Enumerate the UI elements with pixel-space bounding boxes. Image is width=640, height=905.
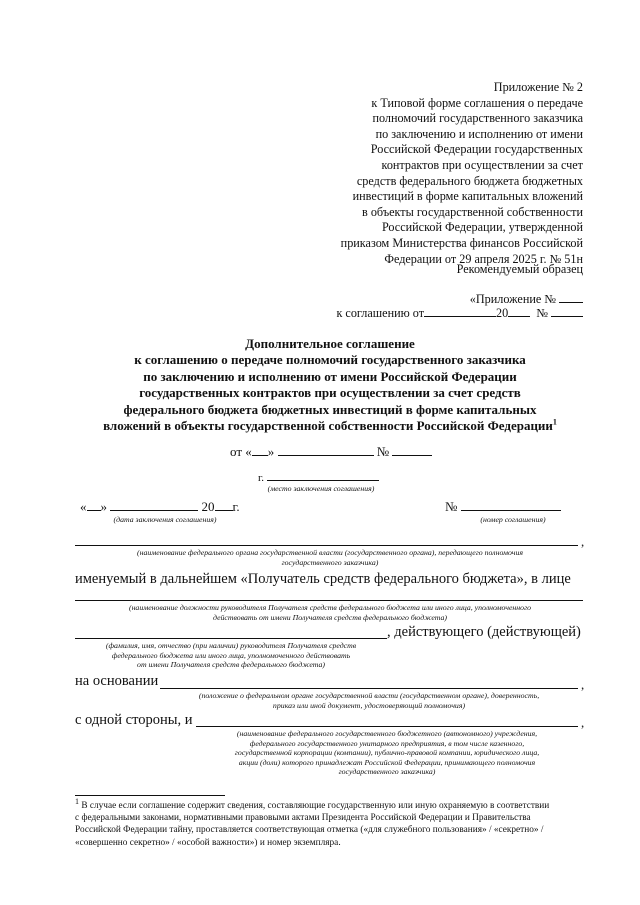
ref-month-blank[interactable] bbox=[278, 443, 374, 456]
footnote-number: 1 bbox=[75, 796, 79, 806]
title-line: к соглашению о передаче полномочий государственного заказчика bbox=[134, 352, 526, 368]
org-caption: (наименование федерального органа государственной власти (государственного органа), передающего полномочия государственного заказчика) bbox=[137, 548, 523, 567]
appendix-line: средств федерального бюджета бюджетных bbox=[356, 173, 583, 188]
place-field: г. bbox=[258, 470, 379, 484]
basis-label: на основании bbox=[75, 673, 159, 689]
title-line: федерального бюджета бюджетных инвестиций в форме капитальных bbox=[123, 401, 537, 417]
ref-line: от « » № bbox=[230, 443, 432, 460]
appendix-line: Федерации от 29 апреля 2025 г. № 51н bbox=[384, 251, 583, 266]
date-month-blank[interactable] bbox=[110, 498, 198, 511]
receiver-caption: (наименование федерального государственного бюджетного (автономного) учреждения, федерального государственного унитарного предприятия, в том числе казенного, государственной корпорации (компании), публично-правовой компании, юридического лица, акции (доли) которого принадлежат Российской Федерации, принимающего полномочия государственного заказчика) bbox=[234, 729, 540, 777]
basis-blank[interactable] bbox=[160, 688, 578, 689]
agreement-number-caption: (номер соглашения) bbox=[480, 515, 546, 524]
one-side-label: с одной стороны, и bbox=[75, 712, 193, 728]
inner-appendix-agreement-ref: к соглашению от 20 № bbox=[336, 304, 583, 321]
title-line: вложений в объекты государственной собственности Российской Федерации$^1$ bbox=[103, 417, 557, 434]
head-position-caption: (наименование должности руководителя Получателя средств федерального бюджета или иного лица, уполномоченного действовать от имени Получателя средств федерального бюджета) bbox=[128, 603, 532, 622]
head-name-blank[interactable] bbox=[75, 638, 387, 639]
appendix-number-blank[interactable] bbox=[559, 290, 583, 303]
appendix-line: полномочий государственного заказчика bbox=[372, 111, 583, 126]
org-name-blank[interactable] bbox=[75, 545, 578, 546]
appendix-line: Российской Федерации, утвержденной bbox=[381, 220, 583, 235]
date-field: « » 20 г. bbox=[80, 499, 240, 514]
appendix-line: контрактов при осуществлении за счет bbox=[381, 157, 583, 172]
footnote-mark: 1 bbox=[552, 417, 557, 427]
appendix-line: по заключению и исполнению от имени bbox=[375, 126, 583, 141]
basis-caption: (положение о федеральном органе государственной власти (государственном органе), доверенность, приказ или иной документ, удостоверяющий полномочия) bbox=[198, 691, 540, 710]
appendix-line: инвестиций в форме капитальных вложений bbox=[352, 189, 583, 204]
ref-number-blank[interactable] bbox=[392, 443, 432, 456]
place-caption: (место заключения соглашения) bbox=[267, 484, 375, 493]
title-line: Дополнительное соглашение bbox=[245, 336, 415, 351]
recommended-sample-label: Рекомендуемый образец bbox=[456, 262, 583, 276]
appendix-line: Российской Федерации государственных bbox=[370, 142, 583, 157]
agreement-date-blank[interactable] bbox=[424, 304, 496, 317]
title-line: государственных контрактов при осуществлении за счет средств bbox=[139, 385, 521, 401]
ref-day-blank[interactable] bbox=[252, 443, 268, 456]
inner-appendix-number: «Приложение № bbox=[470, 290, 583, 307]
date-caption: (дата заключения соглашения) bbox=[113, 515, 217, 524]
appendix-line: Приложение № 2 bbox=[493, 80, 583, 94]
place-blank[interactable] bbox=[267, 470, 379, 481]
footnote-separator bbox=[75, 795, 225, 796]
head-position-blank[interactable] bbox=[75, 600, 583, 601]
date-day-blank[interactable] bbox=[87, 498, 101, 511]
appendix-reference bbox=[341, 80, 583, 267]
acting-text: , действующего (действующей) bbox=[387, 624, 581, 640]
referred-as-text: именуемый в дальнейшем «Получатель средств федерального бюджета», в лице bbox=[75, 571, 571, 587]
appendix-line: в объекты государственной собственности bbox=[362, 204, 583, 219]
receiver-name-blank[interactable] bbox=[196, 726, 578, 727]
agreement-number-input[interactable] bbox=[461, 498, 561, 511]
title-line: по заключению и исполнению от имени Российской Федерации bbox=[143, 368, 517, 384]
appendix-line: приказом Министерства финансов Российской bbox=[340, 235, 583, 250]
agreement-number-field: № bbox=[445, 498, 561, 515]
appendix-line: к Типовой форме соглашения о передаче bbox=[371, 95, 583, 110]
document-title bbox=[60, 336, 600, 434]
date-year-blank[interactable] bbox=[215, 498, 233, 511]
head-name-caption: (фамилия, имя, отчество (при наличии) руководителя Получателя средств федерального бюджета или иного лица, уполномоченного действовать от имени Получателя средств федерального бюджета) bbox=[105, 641, 357, 670]
footnote: $^1$ В случае если соглашение содержит сведения, составляющие государственную или иную охраняемую в соответствии с федеральными законами, нормативными правовыми актами Президента Российской Федерации и Правительства Российской Федерации тайну, проставляется соответствующая отметка («для служебного пользования» / «секретно» / «совершенно секретно» / «особой важности») и номер экземпляра. bbox=[75, 796, 550, 848]
agreement-year-blank[interactable] bbox=[508, 304, 530, 317]
agreement-number-blank[interactable] bbox=[551, 304, 583, 317]
